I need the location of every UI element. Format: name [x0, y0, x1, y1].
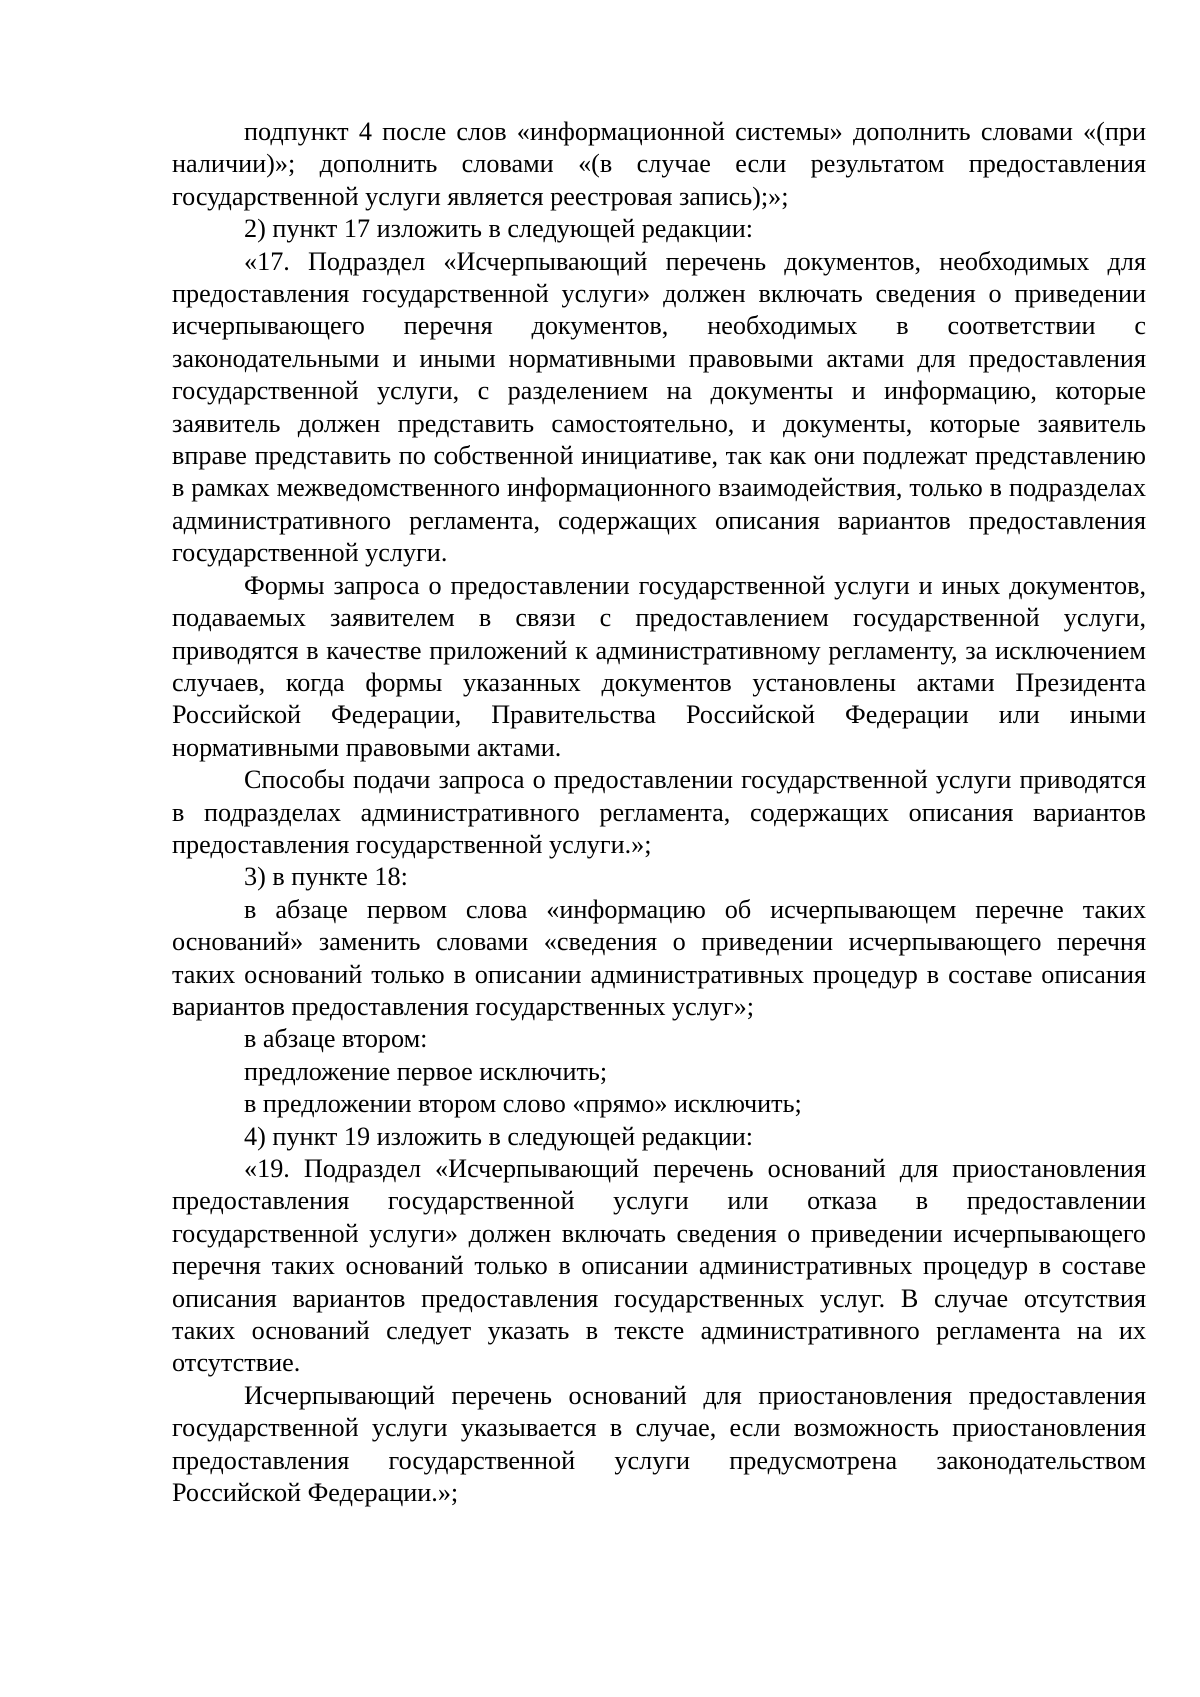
paragraph-point-17-text: «17. Подраздел «Исчерпывающий перечень документов, необходимых для предоставления государственной услуги» должен включать сведения о приведении исчерпывающего перечня документов, необходимых в соответствии с законодательными и иными нормативными правовыми актами для предоставления государственной услуги, с разделением на документы и информацию, которые заявитель должен представить самостоятельно, и документы, которые заявитель вправе представить по собственной инициативе, так как они подлежат представлению в рамках межведомственного информационного взаимодействия, только в подразделах административного регламента, содержащих описания вариантов предоставления государственной услуги. — [172, 246, 1146, 568]
paragraph-first-abzac: в абзаце первом слова «информацию об исчерпывающем перечне таких оснований» заменить словами «сведения о приведении исчерпывающего перечня таких оснований только в описании административных процедур в составе описания вариантов предоставления государственных услуг»; — [172, 894, 1146, 1021]
paragraph-request-forms: Формы запроса о предоставлении государственной услуги и иных документов, подаваемых заявителем в связи с предоставлением государственной услуги, приводятся в качестве приложений к административному регламенту, за исключением случаев, когда формы указанных документов установлены актами Президента Российской Федерации, Правительства Российской Федерации или иными нормативными правовыми актами. — [172, 570, 1146, 762]
paragraph-first-sentence-removal: предложение первое исключить; — [244, 1056, 608, 1086]
paragraph-suspension-grounds: Исчерпывающий перечень оснований для приостановления предоставления государственной услуги указывается в случае, если возможность приостановления предоставления государственной услуги предусмотрена законодательством Российской Федерации.»; — [172, 1380, 1146, 1508]
paragraph-item-3-heading: 3) в пункте 18: — [244, 862, 408, 892]
paragraph-submission-methods: Способы подачи запроса о предоставлении государственной услуги приводятся в подразделах административного регламента, содержащих описания вариантов предоставления государственной услуги.»; — [172, 765, 1146, 859]
paragraph-subpoint-4-amendment: подпункт 4 после слов «информационной системы» дополнить словами «(при наличии)»; дополнить словами «(в случае если результатом предоставления государственной услуги является реестровая запись);»; — [172, 117, 1146, 211]
paragraph-item-2-heading: 2) пункт 17 изложить в следующей редакции: — [244, 214, 754, 244]
paragraph-word-removal: в предложении втором слово «прямо» исключить; — [244, 1089, 802, 1119]
paragraph-point-19-text: «19. Подраздел «Исчерпывающий перечень оснований для приостановления предоставления государственной услуги или отказа в предоставлении государственной услуги» должен включать сведения о приведении исчерпывающего перечня таких оснований только в описании административных процедур в составе описания вариантов предоставления государственных услуг. В случае отсутствия таких оснований следует указать в тексте административного регламента на их отсутствие. — [172, 1154, 1146, 1378]
paragraph-item-4-heading: 4) пункт 19 изложить в следующей редакции: — [244, 1121, 754, 1151]
document-body — [172, 116, 1146, 1509]
paragraph-second-abzac: в абзаце втором: — [244, 1024, 428, 1054]
